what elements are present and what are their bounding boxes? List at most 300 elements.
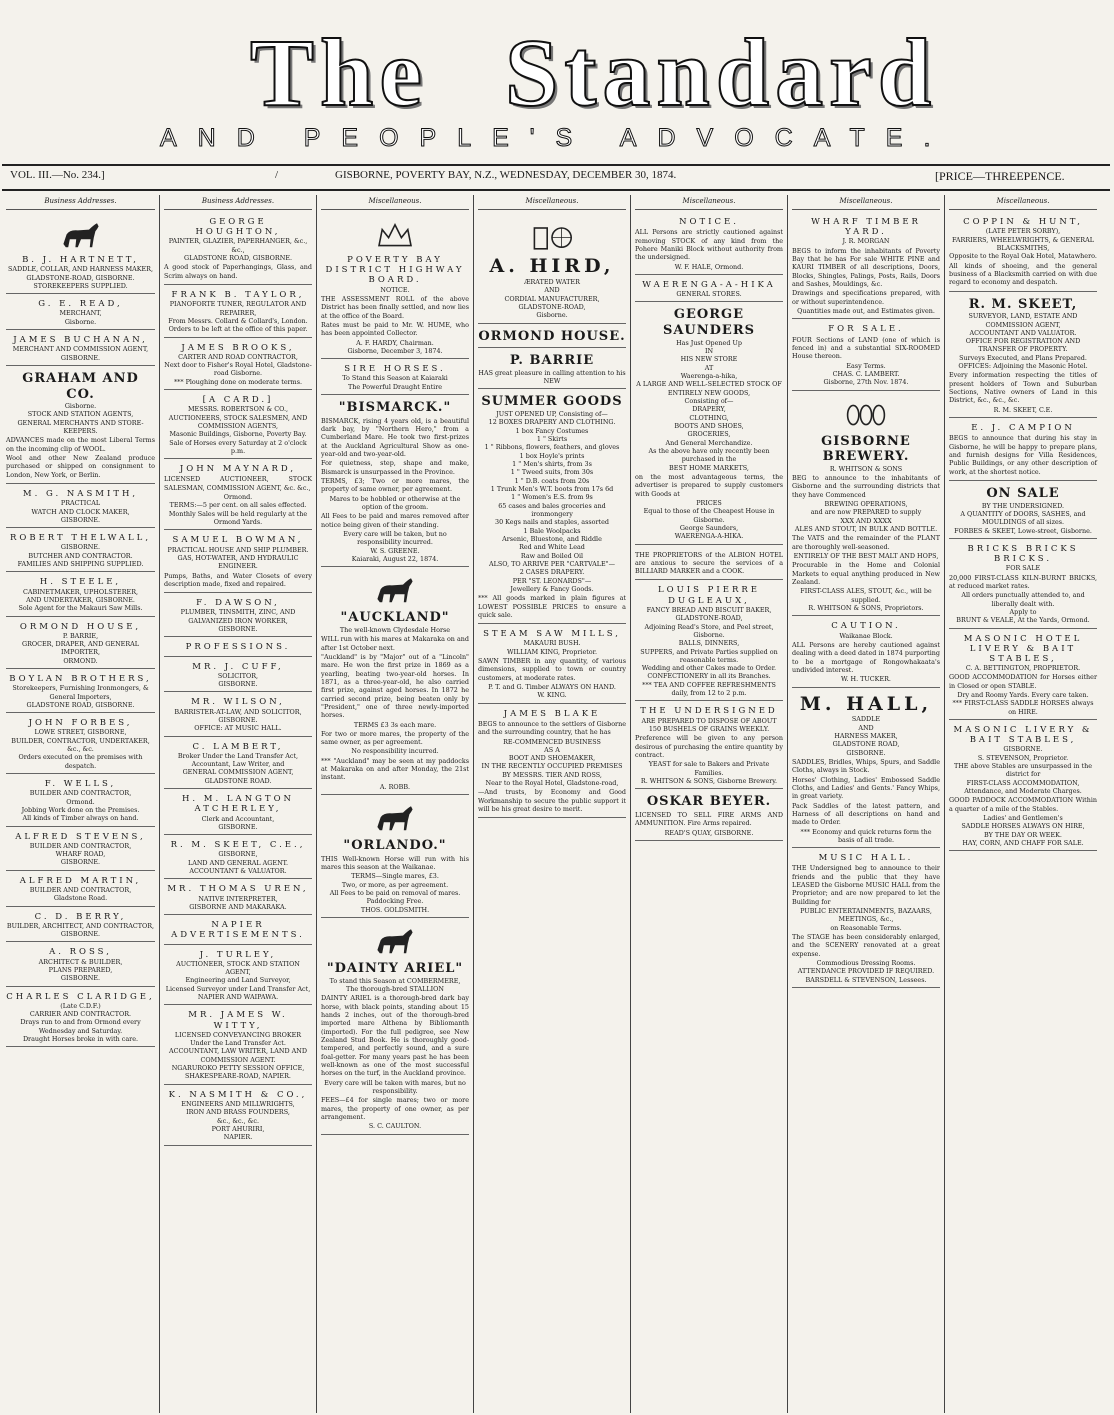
advertisement <box>635 548 783 581</box>
advertisement-line: GLADSTONE ROAD, GISBORNE. <box>183 254 293 263</box>
barrel-icon <box>792 398 940 432</box>
advertisement-line: Pack Saddles of the latest pattern, and Harness of all descriptions on hand and made to Order. <box>792 801 940 827</box>
advertisement-line: PRICES <box>696 498 722 507</box>
advertisement-line: STOCK AND STATION AGENTS, <box>27 410 134 419</box>
advertisement-line: S. C. CAULTON. <box>368 1122 422 1131</box>
advertisement-line: Quantities made out, and Estimates given. <box>797 307 935 316</box>
advertisement-line: CARTER AND ROAD CONTRACTOR, <box>178 352 298 361</box>
advertisement-line: CHAS. C. LAMBERT. <box>832 369 900 378</box>
advertisement <box>792 215 940 319</box>
advertisement-line: GISBORNE, <box>218 850 258 859</box>
advertisement-heading: GEORGE SAUNDERS <box>662 307 756 339</box>
advertisement-line: GAS, HOT-WATER, AND HYDRAULIC ENGINEER. <box>177 553 299 571</box>
advertisement-line: AT <box>704 363 714 372</box>
advertisement-line: To stand this Season at COMBERMERE, <box>329 976 461 985</box>
advertisement <box>6 830 155 871</box>
advertisement-line: 30 Kegs nails and staples, assorted <box>495 518 609 527</box>
advertisement-line: HIS NEW STORE <box>680 355 738 364</box>
advertisement-line: BEGS to announce that during his stay in Gisborne, he will be happy to prepare plans, and furnish designs for Villa Residences, Public Buildings, or any other description of work, at the shortest notice. <box>949 434 1097 476</box>
advertisement-heading: "BISMARCK." <box>338 400 452 416</box>
advertisement-line: GISBORNE. <box>1003 745 1043 754</box>
advertisement-line: Surveys Executed, and Plans Prepared. <box>959 353 1087 362</box>
advertisement-line: NATIVE INTERPRETER, <box>198 894 278 903</box>
advertisement <box>635 583 783 701</box>
advertisement-line: NOTICE. <box>380 285 410 294</box>
advertisement-line: BUILDER AND CONTRACTOR, <box>29 885 132 894</box>
advertisement-line: CONFECTIONERY in all its Branches. <box>647 672 771 681</box>
advertisement-line: ALES AND STOUT, IN BULK AND BOTTLE. <box>794 525 938 534</box>
advertisement-line: FORBES & SKEET, Lowe-street, Gisborne. <box>954 526 1092 535</box>
advertisement-line: GENERAL STORES. <box>676 290 742 299</box>
advertisement-line: STOREKEEPERS SUPPLIED. <box>33 281 128 290</box>
advertisement-line: GISBORNE. <box>218 822 258 831</box>
advertisement-line: PIANOFORTE TUNER, REGULATOR AND REPAIRER, <box>169 300 307 317</box>
advertisement-heading: GEORGE HOUGHTON, <box>195 217 281 238</box>
advertisement-line: GISBORNE. <box>846 748 886 757</box>
advertisement-heading: K. NASMITH & CO., <box>168 1089 308 1100</box>
advertisement-heading: CHARLES CLARIDGE, <box>6 991 155 1002</box>
advertisement-line: Apply to <box>1009 607 1037 616</box>
advertisement-line: R. WHITSON & SONS, Proprietors. <box>808 604 924 613</box>
advertisement-line: DAINTY ARIEL is a thorough-bred dark bay horse, with black points, standing about 15 hands 2 inches, out of the thorough-bred imported mare Althena by Bibliomanth (imported). For the full pedigree, see New Zealand Stud Book. He is thoroughly good-tempered, and perfectly sound, and a sure foal-getter. For many years past he has been well-known as one of the most successful horses on the turf, in the Auckland province. <box>321 994 469 1078</box>
advertisement-line: *** FIRST-CLASS SADDLE HORSES always on HIRE. <box>952 699 1094 716</box>
engine-icon <box>478 219 626 253</box>
advertisement-line: AUCTIONEERS, STOCK SALESMEN, AND COMMISSION AGENTS, <box>168 413 308 430</box>
advertisement-line: For quietness, step, shape and make, Bismarck is unsurpassed in the Province. <box>321 459 469 476</box>
advertisement-heading: R. M. SKEET, <box>968 296 1078 312</box>
advertisement <box>478 392 626 624</box>
advertisement-line: Jewellery & Fancy Goods. <box>510 584 594 593</box>
advertisement-line: PLUMBER, TINSMITH, ZINC, AND GALVANIZED IRON WORKER, <box>180 608 296 625</box>
advertisement-line: BY THE DAY OR WEEK. <box>984 830 1062 839</box>
advertisement-line: Waikanae Block. <box>839 631 893 640</box>
advertisement-line: R. WHITSON & SONS <box>829 464 903 473</box>
advertisement-line: CARRIER AND CONTRACTOR. <box>29 1010 132 1019</box>
advertisement-line: MERCHANT AND COMMISSION AGENT, <box>12 345 149 354</box>
advertisement-line: HAY, CORN, AND CHAFF FOR SALE. <box>962 839 1084 848</box>
advertisement-line: ALL Persons are hereby cautioned against dealing with a deed dated in 1874 purporting to be a mortgage of Rongowhakaata's undivided interest. <box>792 640 940 674</box>
advertisement-heading: SUMMER GOODS <box>481 394 623 410</box>
advertisement-heading: MR. WILSON, <box>191 697 285 708</box>
advertisement-line: Every information respecting the titles of present holders of Town and Suburban Sections, Native owners of Land in this District, &c., &c., &c. <box>949 371 1097 405</box>
advertisement-line: ENTIRELY NEW GOODS, <box>667 388 751 397</box>
advertisement-line: 1 " Tweed suits, from 30s <box>510 468 594 477</box>
advertisement <box>321 398 469 567</box>
advertisement-line: BALLS, DINNERS, <box>678 639 740 648</box>
advertisement-line: IN <box>704 346 714 355</box>
advertisement <box>164 882 312 915</box>
advertisement-line: AUCTIONEER, STOCK AND STATION AGENT, <box>176 959 300 977</box>
column-heading: Business Addresses. <box>6 195 155 210</box>
advertisement <box>478 215 626 323</box>
horse-icon <box>321 925 469 959</box>
advertisement <box>321 921 469 1135</box>
advertisement-heading: MR. THOMAS UREN, <box>167 884 309 895</box>
advertisement-line: NAPIER. <box>223 1133 253 1142</box>
advertisement-line: GLADSTONE-ROAD, <box>675 614 743 623</box>
advertisement-line: GLADSTONE-ROAD, <box>518 302 586 311</box>
advertisement-line: HARNESS MAKER, <box>834 731 898 740</box>
advertisement-line: The VATS and the remainder of the PLANT are thoroughly well-seasoned. <box>792 534 940 551</box>
advertisement-line: FANCY BREAD AND BISCUIT BAKER, <box>646 605 772 614</box>
advertisement-line: From Messrs. Collard & Collard's, London. <box>168 316 308 325</box>
advertisement-line: JUST OPENED UP, Consisting of— <box>496 409 608 418</box>
advertisement-line: on Reasonable Terms. <box>830 923 902 932</box>
advertisement-line: *** Economy and quick returns form the basis of all trade. <box>800 827 932 844</box>
advertisement-line: ATTENDANCE PROVIDED IF REQUIRED. <box>797 967 935 976</box>
advertisement-line: P. BARRIE, <box>62 631 99 640</box>
advertisement <box>949 542 1097 629</box>
advertisement-line: 1 Trunk Men's W.T. boots from 17s 6d <box>490 484 614 493</box>
advertisement-heading: JOHN MAYNARD, <box>179 464 297 475</box>
advertisement-line: C. A. BETTINGTON, PROPRIETOR. <box>965 664 1081 673</box>
advertisement-heading: JAMES BLAKE <box>503 708 601 719</box>
advertisement <box>164 341 312 391</box>
advertisement-line: SURVEYOR, LAND, ESTATE AND COMMISSION AGENT, <box>968 312 1078 329</box>
advertisement-line: PUBLIC ENTERTAINMENTS, BAZAARS, MEETINGS, &c., <box>800 907 932 924</box>
advertisement-line: GISBORNE. <box>218 625 258 634</box>
column-heading: Miscellaneous. <box>478 195 626 210</box>
advertisement-line: AND <box>544 286 560 295</box>
advertisement <box>6 531 155 572</box>
advertisement-line: Clerk and Accountant, <box>201 814 275 823</box>
advertisement-line: IN THE RECENTLY OCCUPIED PREMISES BY MESSRS. TIER AND ROSS, <box>481 762 623 779</box>
advertisement-line: AND <box>858 723 874 732</box>
advertisement-line: Equal to those of the Cheapest House in Gisborne. <box>643 507 775 524</box>
advertisement-heading: MUSIC HALL. <box>818 853 914 864</box>
column-heading: Miscellaneous. <box>321 195 469 210</box>
advertisement-line: Orders to be left at the office of this paper. <box>168 325 308 334</box>
advertisement-line: Sale of Horses every Saturday at 2 o'clock p.m. <box>169 438 307 455</box>
advertisement-line: Consisting of— <box>684 396 734 405</box>
advertisement-line: Monthly Sales will be held regularly at the Ormond Yards. <box>168 509 308 527</box>
advertisement-line: Gisborne, 27th Nov. 1874. <box>823 378 909 387</box>
advertisement-line: LICENSED CONVEYANCING BROKER <box>174 1030 302 1039</box>
advertisement-line: All orders punctually attended to, and liberally dealt with. <box>961 591 1085 608</box>
advertisement-line: W. S. GREENE. <box>370 546 420 555</box>
advertisement-line: GENERAL MERCHANTS AND STORE-KEEPERS. <box>17 418 144 436</box>
advertisement-heading: WAERENGA-A-HIKA <box>642 279 776 290</box>
advertisement-line: Ormond. <box>66 797 95 806</box>
advertisement <box>6 215 155 294</box>
advertisement-heading: MR. JAMES W. WITTY, <box>188 1010 288 1031</box>
advertisement-line: 2 CASES DRAPERY. <box>519 568 585 577</box>
advertisement-line: GISBORNE. <box>60 930 101 939</box>
advertisement <box>164 792 312 835</box>
advertisement-line: A QUANTITY of DOORS, SASHES, and MOULDINGS of all sizes. <box>960 509 1086 527</box>
advertisement <box>478 707 626 819</box>
advertisement-line: R. WHITSON & SONS, Gisborne Brewery. <box>640 776 778 785</box>
advertisement-line: W. H. TUCKER. <box>841 675 891 684</box>
advertisement-heading: JAMES BUCHANAN, <box>13 335 148 346</box>
advertisement-line: GOOD PADDOCK ACCOMMODATION Within a quarter of a mile of the Stables. <box>949 796 1097 813</box>
advertisement-line: 1 Bale Woolpacks <box>523 526 581 535</box>
advertisement-line: GISBORNE. <box>60 515 101 524</box>
advertisement-line: PLANS PREPARED, <box>48 965 113 974</box>
advertisement <box>949 723 1097 851</box>
advertisement-line: PORT AHURIRI, <box>211 1124 265 1133</box>
advertisement-line: ARE PREPARED TO DISPOSE OF ABOUT <box>641 716 777 725</box>
masthead-subtitle: AND PEOPLE'S ADVOCATE. <box>160 124 952 152</box>
advertisement-line: OFFICE FOR REGISTRATION AND TRANSFER OF PROPERTY. <box>965 337 1081 354</box>
advertisement-line: A good stock of Paperhangings, Glass, and Scrim always on hand. <box>164 263 312 280</box>
advertisement-heading: P. BARRIE <box>509 353 595 369</box>
advertisement-line: No responsibility incurred. <box>351 747 439 756</box>
advertisement-line: (LATE PETER SORBY), <box>985 227 1061 236</box>
advertisement-line: SADDLE HORSES ALWAYS ON HIRE, <box>961 822 1085 831</box>
masthead-title-standard: Standard <box>505 19 938 126</box>
advertisement-heading: JAMES BROOKS, <box>181 342 295 353</box>
advertisement-line: GISBORNE AND MAKARAKA. <box>189 902 287 911</box>
advertisement-line: Orders executed on the premises with despatch. <box>18 753 143 770</box>
advertisement-heading: H. STEELE, <box>39 577 122 588</box>
advertisement <box>164 740 312 790</box>
advertisement-line: W. KING. <box>537 691 567 700</box>
advertisement <box>321 570 469 795</box>
advertisement <box>6 874 155 907</box>
advertisement <box>164 660 312 693</box>
advertisement-heading: BOYLAN BROTHERS, <box>9 674 152 685</box>
advertisement <box>164 215 312 285</box>
advertisement-line: MERCHANT, <box>59 309 102 318</box>
advertisement <box>478 351 626 389</box>
advertisement-line: OFFICES: Adjoining the Masonic Hotel. <box>958 362 1088 371</box>
advertisement-line: Preference will be given to any person desirous of purchasing the entire quantity by contract. <box>635 734 783 759</box>
advertisement-line: AND UNDERTAKER, GISBORNE. <box>26 595 135 604</box>
advertisement-line: AS A <box>544 745 560 754</box>
advertisement-heading: LOUIS PIERRE DUGLEAUX, <box>658 585 760 606</box>
advertisement <box>635 704 783 789</box>
advertisement <box>949 632 1097 721</box>
advertisement-line: 1 box Hoyle's prints <box>519 451 585 460</box>
advertisement-line: BUTCHER AND CONTRACTOR. <box>28 551 133 560</box>
advertisement-line: WATCH AND CLOCK MAKER, <box>31 507 130 516</box>
advertisement-line: Jobbing Work done on the Premises. <box>21 805 140 814</box>
advertisement-line: As the above have only recently been purchased in the <box>648 446 770 464</box>
advertisement-line: GROCER, DRAPER, AND GENERAL IMPORTER, <box>21 640 140 657</box>
advertisement-heading: GISBORNE BREWERY. <box>821 433 911 465</box>
advertisement-line: Licensed Surveyor under Land Transfer Act, <box>165 984 311 993</box>
advertisement-line: GLADSTONE ROAD, <box>832 740 900 749</box>
advertisement-line: PRACTICAL <box>60 499 101 508</box>
advertisement-line: LOWE STREET, GISBORNE, <box>34 728 127 737</box>
horse-icon <box>6 219 155 253</box>
advertisement-line: and are now PREPARED to supply <box>810 508 922 517</box>
advertisement-line: PER "ST. LEONARDS"— <box>512 576 592 585</box>
advertisement-heading: POVERTY BAY DISTRICT HIGHWAY BOARD. <box>325 255 465 286</box>
dateline <box>0 165 1114 187</box>
advertisement-line: BREWING OPERATIONS, <box>824 500 908 509</box>
advertisement-line: P. T. and G. Timber ALWAYS ON HAND. <box>488 683 616 691</box>
newspaper-columns <box>2 195 1112 1413</box>
column-4 <box>473 195 630 1413</box>
advertisement-line: 1 " Ribbons, flowers, feathers, and gloves <box>484 443 620 452</box>
advertisement-heading: ROBERT THELWALL, <box>9 533 152 544</box>
advertisement-line: W. F. HALE, Ormond. <box>674 262 744 271</box>
advertisement-heading: MASONIC LIVERY & BAIT STABLES, <box>953 725 1093 746</box>
advertisement-line: OFFICE: AT MUSIC HALL. <box>194 724 282 733</box>
advertisement-line: FIRST-CLASS ALES, STOUT, &c., will be supplied. <box>800 587 932 604</box>
advertisement-heading: M. HALL, <box>799 692 933 715</box>
advertisement-line: Near to the Royal Hotel, Gladstone-road, <box>485 779 619 788</box>
advertisement <box>6 777 155 827</box>
advertisement-line: WILL run with his mares at Makaraka on and after 1st October next. <box>321 635 469 652</box>
advertisement-line: Ormond. <box>223 493 253 502</box>
advertisement <box>792 619 940 687</box>
advertisement-line: George Saunders, <box>679 523 739 532</box>
horse-icon <box>321 802 469 836</box>
advertisement-line: Gisborne. <box>64 317 97 326</box>
issue-number: VOL. III.—No. 234.] <box>10 169 105 181</box>
advertisement <box>949 484 1097 539</box>
advertisement-heading: SIRE HORSES. <box>344 364 446 375</box>
advertisement-line: Horses' Clothing, Ladies' Embossed Saddle Cloths, and Ladies' and Gents.' Fancy Whips, in great variety. <box>792 775 940 801</box>
advertisement-line: Sole Agent for the Makauri Saw Mills. <box>18 604 143 613</box>
advertisement-heading: J. TURLEY, <box>199 949 277 960</box>
advertisement-line: Raw and Boiled Oil <box>520 551 584 560</box>
advertisement-line: *** "Auckland" may be seen at my paddocks at Makaraka on and after Monday, the 21st instant. <box>321 756 469 782</box>
advertisement-line: Gisborne, December 3, 1874. <box>347 346 443 355</box>
advertisement <box>164 288 312 338</box>
advertisement-line: SOLICITOR, <box>217 671 259 680</box>
advertisement-line: 1 box Fancy Costumes <box>515 426 589 435</box>
advertisement-heading: ORMOND HOUSE, <box>19 621 142 632</box>
advertisement-line: SUPPERS, and Private Parties supplied on reasonable terms. <box>640 647 778 664</box>
advertisement-line: SADDLE <box>851 715 881 724</box>
advertisement-line: BUILDER, CONTRACTOR, UNDERTAKER, &c., &c. <box>11 736 150 754</box>
advertisement-line: FAMILIES AND SHIPPING SUPPLIED. <box>17 560 144 569</box>
advertisement-line: For two or more mares, the property of the same owner, as per agreement. <box>321 729 469 747</box>
advertisement-heading: ORMOND HOUSE. <box>478 328 626 344</box>
advertisement-line: BARSDELL & STEVENSON, Lessees. <box>805 975 927 984</box>
advertisement-line: THE PROPRIETORS of the ALBION HOTEL are anxious to secure the services of a BILLIARD MARKER and a COOK. <box>635 550 783 576</box>
advertisement-heading: MR. J. CUFF, <box>192 661 284 672</box>
advertisement-line: CABINETMAKER, UPHOLSTERER, <box>22 587 139 596</box>
advertisement-line: A LARGE AND WELL-SELECTED STOCK OF <box>636 380 782 389</box>
advertisement-line: A. F. HARDY, Chairman. <box>356 338 434 347</box>
advertisement-line: LAND AND GENERAL AGENT. <box>187 858 289 867</box>
advertisement-heading: E. J. CAMPION <box>971 423 1075 434</box>
advertisement-heading: ON SALE <box>986 485 1060 501</box>
advertisement-line: —And trusts, by Economy and Good Workmanship to secure the public support it will be his great desire to merit. <box>478 788 626 814</box>
advertisement-line: READ'S QUAY, GISBORNE. <box>664 828 754 837</box>
advertisement-line: ACCOUNTANT AND VALUATOR. <box>969 328 1077 337</box>
advertisement-line: PAINTER, GLAZIER, PAPERHANGER, &c., &c., <box>168 237 308 254</box>
advertisement-heading: H. M. LANGTON ATCHERLEY, <box>181 794 294 815</box>
advertisement-line: To Stand this Season at Kaiaraki <box>342 374 448 383</box>
column-6 <box>787 195 944 1413</box>
advertisement-line: BY THE UNDERSIGNED. <box>981 501 1065 510</box>
advertisement <box>164 640 312 656</box>
advertisement-line: Arsenic, Bluestone, and Riddle <box>502 534 602 543</box>
advertisement-heading: "AUCKLAND" <box>340 610 450 626</box>
advertisement-line: The STAGE has been considerably enlarged, and the SCENERY renovated at a great expense. <box>792 933 940 958</box>
advertisement-line: GLADSTONE ROAD. <box>204 776 272 785</box>
advertisement-line: Draught Horses broke in with care. <box>22 1035 139 1044</box>
advertisement-line: Masonic Buildings, Gisborne, Poverty Bay. <box>169 430 307 439</box>
advertisement <box>635 792 783 841</box>
advertisement-heading: PROFESSIONS. <box>185 642 291 653</box>
advertisement-line: Has Just Opened Up <box>676 338 742 347</box>
advertisement <box>164 393 312 459</box>
advertisement-heading: NOTICE. <box>679 217 739 228</box>
advertisement-heading: THE UNDERSIGNED <box>640 706 778 717</box>
advertisement <box>6 716 155 774</box>
advertisement-line: MESSRS. ROBERTSON & CO., <box>187 405 289 414</box>
advertisement-line: TERMS, £3; Two or more mares, the property of same owner, per agreement. <box>321 477 469 494</box>
advertisement-line: The thorough-bred STALLION <box>346 984 444 993</box>
advertisement-line: 150 BUSHELS OF GRAINS WEEKLY. <box>648 724 770 733</box>
advertisement-line: "Auckland" is by "Major" out of a "Lincoln" mare. He won the first prize in 1869 as a yearling, beating two-year-old horses. In 1871, as a three-year-old, he also carried first prize, against aged horses. In 1872 he carried second prize, being beaten only by "President," one of three newly-imported horses. <box>321 652 469 720</box>
advertisement-heading: M. G. NASMITH, <box>22 489 139 500</box>
advertisement-line: CLOTHING, <box>689 413 729 422</box>
advertisement-heading: B. J. HARTNETT, <box>22 255 139 266</box>
advertisement-line: TERMS—Single mares, £3. <box>351 872 439 881</box>
advertisement-line: 1 " Women's E.S. from 9s <box>511 493 593 502</box>
advertisement-line: Commodious Dressing Rooms. <box>816 959 916 968</box>
masthead <box>0 0 1114 170</box>
advertisement-heading: G. E. READ, <box>38 299 123 310</box>
advertisement <box>792 322 940 390</box>
column-heading: Miscellaneous. <box>635 195 783 210</box>
advertisement-heading: "ORLANDO." <box>343 838 447 854</box>
advertisement-line: All kinds of Timber always on hand. <box>22 814 139 823</box>
advertisement <box>792 394 940 617</box>
advertisement-line: Wool and other New Zealand produce purchased or shipped on consignment to London, New York, or Berlin. <box>6 454 155 479</box>
advertisement-heading: ALFRED STEVENS, <box>15 831 146 842</box>
horse-icon <box>321 574 469 608</box>
advertisement-heading: [A CARD.] <box>202 395 274 406</box>
advertisement <box>6 990 155 1048</box>
advertisement-line: And General Merchandize. <box>665 438 753 447</box>
advertisement-line: ÆRATED WATER <box>524 277 580 286</box>
advertisement-heading: C. LAMBERT, <box>192 741 284 752</box>
advertisement-line: The well-known Clydesdale Horse <box>339 625 451 634</box>
advertisement-line: WILLIAM KING, Proprietor. <box>506 647 598 656</box>
advertisement <box>6 369 155 484</box>
advertisement-heading: JOHN FORBES, <box>28 718 133 729</box>
advertisement <box>164 596 312 637</box>
advertisement-line: BEST HOME MARKETS, <box>669 463 749 472</box>
advertisement <box>949 215 1097 291</box>
advertisement-heading: "DAINTY ARIEL" <box>326 961 464 977</box>
advertisement-line: ENTIRELY OF THE BEST MALT AND HOPS, <box>793 552 939 561</box>
advertisement <box>478 327 626 349</box>
advertisement-line: ALSO, TO ARRIVE PER "CARTVALE"— <box>488 559 616 568</box>
advertisement-line: FOUR Sections of LAND (one of which is fenced in) and a substantial SIX-ROOMED House thereon. <box>792 335 940 361</box>
column-heading: Business Addresses. <box>164 195 312 210</box>
advertisement-line: Rates must be paid to Mr. W. HUME, who has been appointed Collector. <box>321 320 469 338</box>
advertisement-line: DRAPERY, <box>692 405 726 414</box>
advertisement-line: 1 " D.B. coats from 20s <box>514 476 590 485</box>
advertisement-line: BEGS to announce to the settlers of Gisborne and the surrounding country, that he has <box>478 719 626 737</box>
advertisement-heading: F. DAWSON, <box>196 598 280 609</box>
advertisement-line: 65 cases and bales groceries and ironmongery <box>498 501 606 518</box>
advertisement-line: Red and White Lead <box>519 543 585 552</box>
advertisement-line: Broker Under the Land Transfer Act, <box>177 751 299 760</box>
bottom-rule <box>2 189 1110 191</box>
advertisement-line: Engineering and Land Surveyor, <box>185 976 291 985</box>
advertisement-line: Waerenga-a-hika, <box>680 371 738 380</box>
advertisement-line: RE-COMMENCED BUSINESS <box>503 737 601 746</box>
advertisement-line: ALL Persons are strictly cautioned against removing STOCK of any kind from the Pohere Maniki Block without authority from the undersigned. <box>635 228 783 262</box>
advertisement-line: on the most advantageous terms, the advertiser is prepared to supply customers with Goods at <box>635 472 783 498</box>
advertisement-line: Wedding and other Cakes made to Order. <box>641 664 777 673</box>
advertisement <box>635 215 783 275</box>
advertisement-line: FEES—£4 for single mares; two or more mares, the property of one owner, as per arrangement. <box>321 1096 469 1121</box>
advertisement-line: BUILDER AND CONTRACTOR, <box>29 789 132 798</box>
advertisement <box>6 333 155 366</box>
